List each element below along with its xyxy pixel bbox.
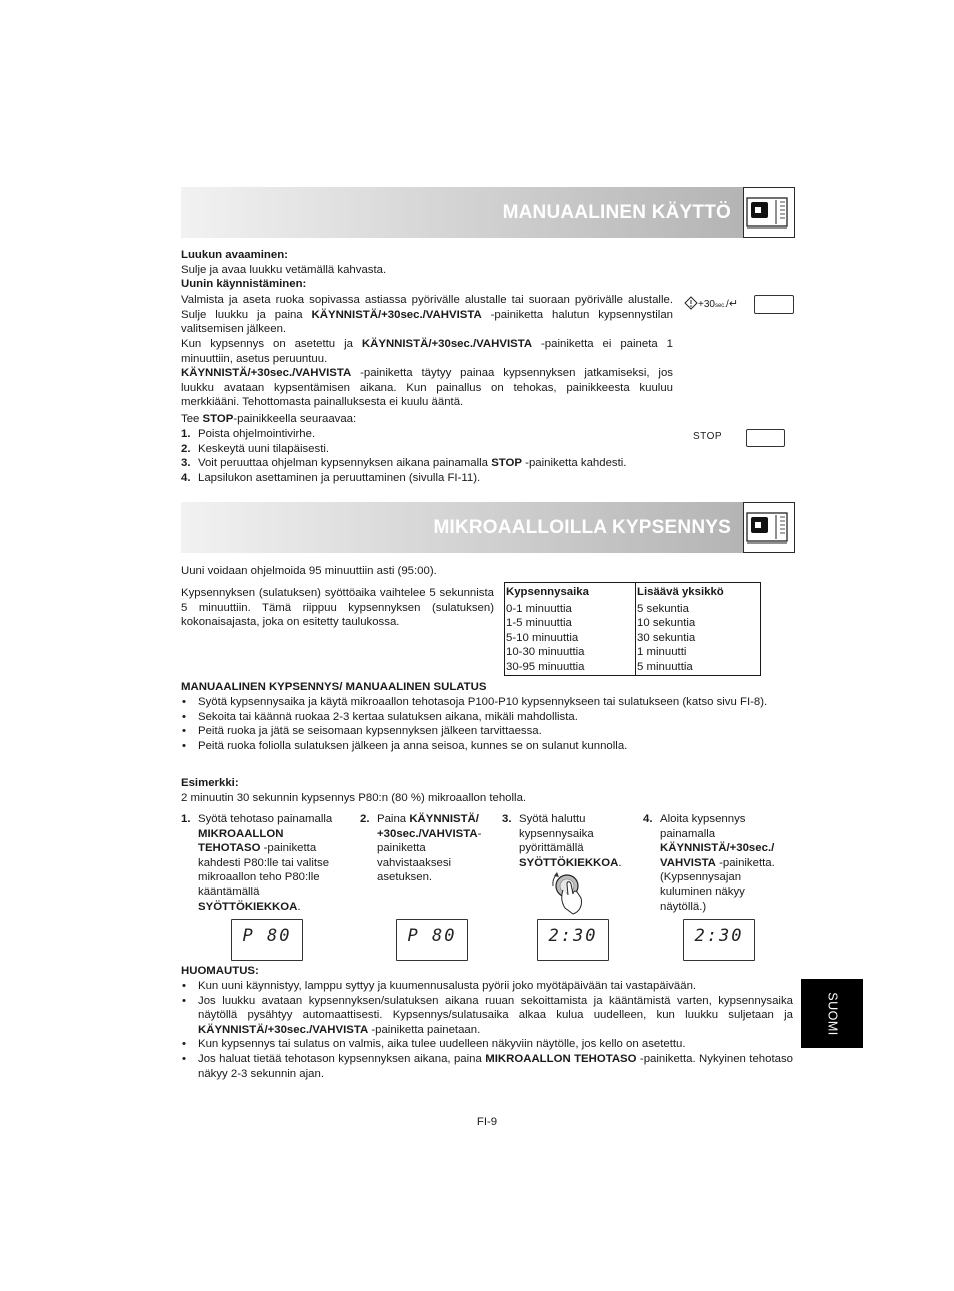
table-cell	[636, 602, 761, 675]
start-button-ref: KÄYNNISTÄ/+30sec./VAHVISTA	[311, 308, 482, 321]
cancel-text: Kun kypsennys on asetettu ja	[181, 338, 362, 350]
microwave-icon	[743, 502, 795, 553]
cell-text: 10 sekuntia	[637, 617, 696, 630]
max-time-text: Uuni voidaan ohjelmoida 95 minuuttiin asti (95:00).	[181, 565, 437, 577]
stop-intro	[181, 412, 673, 427]
example-text: 2 minuutin 30 sekunnin kypsennys P80:n (80 %) mikroaallon teholla.	[181, 792, 527, 804]
step-text-part: Aloita kypsennys painamalla	[660, 813, 746, 840]
list-item: • Peitä ruoka foliolla sulatuksen jälkeen ja anna seisoa, kunnes se on sulanut kunnolla.	[181, 739, 793, 754]
cell-text: 0-1 minuuttia	[506, 602, 572, 615]
step-bold: KÄYNNISTÄ/ +30sec./VAHVISTA	[377, 813, 479, 840]
start-text: Valmista ja aseta ruoka sopivassa astiassa pyörivälle alustalle tai suoraan pyörivälle alustalle. Sulje luukku ja paina	[181, 294, 673, 321]
start-oven-heading: Uunin käynnistäminen:	[181, 278, 307, 291]
step-text-part: Paina	[377, 813, 410, 825]
step-number: 4.	[643, 813, 653, 825]
step-bold: SYÖTTÖKIEKKOA	[519, 856, 619, 869]
language-label: SUOMI	[825, 991, 840, 1036]
display-readout: P 80	[242, 926, 292, 946]
display-step-2	[396, 919, 468, 961]
list-item	[181, 427, 701, 442]
display-step-3	[537, 919, 609, 961]
section-title: MANUAALINEN KÄYTTÖ	[502, 202, 731, 223]
section-banner-manual-use	[181, 187, 743, 238]
note-text: Kun kypsennys tai sulatus on valmis, aika tulee uudelleen näkyviin näytölle, jos kello on asetettu.	[198, 1038, 686, 1051]
door-opening-text: Sulje ja avaa luukku vetämällä kahvasta.	[181, 263, 387, 276]
door-opening-heading: Luukun avaaminen:	[181, 249, 288, 261]
stop-intro-text: Tee	[181, 413, 203, 425]
time-increment-table	[504, 582, 761, 676]
enter-arrow-icon: ↵	[728, 298, 738, 310]
item-number: 2.	[181, 442, 191, 455]
step-text-part: Syötä tehotaso painamalla	[198, 813, 333, 825]
step-text	[377, 812, 489, 885]
example-heading: Esimerkki:	[181, 777, 239, 789]
table-header-cell	[505, 583, 636, 602]
press-text: -painiketta täytyy painaa kypsennyksen jatkamiseksi, jos luukku avataan kypsentämisen aikana. Kun painallus on tehokas, painikkeesta kuuluu merkkiääni. Tehottomasta painalluksesta ei kuulu ääntä.	[181, 367, 673, 409]
note-text-end: -painiketta painetaan.	[368, 1023, 481, 1036]
list-item	[181, 442, 701, 457]
page-number: FI-9	[476, 1116, 498, 1128]
item-text: Voit peruuttaa ohjelman kypsennyksen aikana painamalla	[198, 457, 492, 470]
note-text-end: -painiketta. Nykyinen tehotaso näkyy 2-3 sekunnin ajan.	[198, 1052, 793, 1080]
door-opening-block	[181, 248, 673, 292]
table-header-cell	[636, 583, 761, 602]
display-readout: 2:30	[694, 926, 744, 946]
list-item: • Syötä kypsennysaika ja käytä mikroaallon tehotasoja P100-P10 kypsennykseen tai sulatukseen (katso sivu FI-8).	[181, 695, 793, 710]
start-button-legend: +30sec./↵	[684, 296, 738, 313]
start-button-sub: sec.	[714, 303, 726, 309]
display-readout: 2:30	[548, 926, 598, 946]
start-text-end: -painiketta halutun kypsennystilan valitsemisen jälkeen.	[181, 308, 673, 336]
cancel-button-ref: KÄYNNISTÄ/+30sec./VAHVISTA	[361, 338, 533, 350]
note-heading: HUOMAUTUS:	[181, 965, 259, 977]
stop-button-legend: STOP	[693, 431, 723, 442]
list-item	[181, 1052, 793, 1081]
display-step-4	[683, 919, 755, 961]
note-text: Jos haluat tietää tehotason kypsennyksen aikana, paina	[198, 1052, 486, 1065]
note-bold: KÄYNNISTÄ/+30sec./VAHVISTA	[198, 1023, 369, 1036]
manual-cooking-list	[181, 695, 793, 753]
stop-button-ref: STOP	[202, 413, 234, 425]
note-text: Kun uuni käynnistyy, lamppu syttyy ja kuumennusalusta pyörii joko myötäpäivään tai vastapäivään.	[198, 980, 697, 992]
cell-text: 5-10 minuuttia	[506, 631, 579, 644]
header-text: Kypsennysaika	[506, 586, 589, 598]
press-button-ref: KÄYNNISTÄ/+30sec./VAHVISTA	[181, 367, 352, 379]
list-item	[181, 471, 701, 486]
press-paragraph	[181, 366, 673, 410]
list-item: • Sekoita tai käännä ruokaa 2-3 kertaa sulatuksen aikana, mikäli mahdollista.	[181, 710, 793, 725]
cancel-paragraph	[181, 337, 673, 366]
list-item	[181, 456, 701, 471]
list-item	[181, 1037, 793, 1052]
item-number: 4.	[181, 471, 191, 484]
item-text: Poista ohjelmointivirhe.	[198, 428, 316, 440]
language-side-tab	[801, 979, 863, 1048]
cell-text: 5 minuuttia	[637, 660, 693, 673]
step-number: 3.	[502, 813, 512, 825]
step-text-part: .	[297, 900, 301, 913]
item-text: Lapsilukon asettaminen ja peruuttaminen (sivulla FI-11).	[198, 471, 481, 484]
table-header-row	[505, 583, 761, 602]
cancel-text-end: -painiketta ei paineta 1 minuuttiin, asetus peruuntuu.	[181, 338, 673, 365]
item-number: 1.	[181, 428, 191, 440]
table-row	[505, 602, 761, 675]
manual-cooking-heading: MANUAALINEN KYPSENNYS/ MANUAALINEN SULATUS	[181, 681, 487, 693]
input-steps-text: Kypsennyksen (sulatuksen) syöttöaika vaihtelee 5 sekunnista 5 minuuttiin. Tämä riippuu kypsennyksen (sulatuksen) kokonaisajasta, joka on esitetty taulukossa.	[181, 587, 494, 629]
item-number: 3.	[181, 457, 191, 470]
note-bold: MIKROAALLON TEHOTASO	[485, 1052, 637, 1065]
step-bold: SYÖTTÖKIEKKOA	[198, 900, 298, 913]
section-title: MIKROAALLOILLA KYPSENNYS	[433, 517, 731, 538]
cell-text: 1 minuutti	[637, 646, 687, 659]
stop-button-graphic	[746, 429, 785, 447]
step-text	[660, 812, 792, 914]
item-text-end: -painiketta kahdesti.	[522, 457, 627, 470]
item-bold: STOP	[491, 457, 522, 470]
stop-functions-list	[181, 427, 701, 485]
step-number: 1.	[181, 813, 191, 825]
start-button-graphic	[754, 295, 794, 314]
item-text: Keskeytä uuni tilapäisesti.	[198, 442, 330, 455]
step-text-part: -painiketta vahvistaaksesi asetuksen.	[377, 827, 482, 884]
list-item	[181, 994, 793, 1038]
note-text: Jos luukku avataan kypsennyksen/sulatuksen aikana ruuan sekoittamista ja kääntämistä varten, kypsennysaika näytöllä pysähtyy automaattisesti. Kypsennys/sulatusaika alkaa kulua uudelleen, kun luukku suljetaan ja	[198, 994, 793, 1022]
step-bold: MIKROAALLON TEHOTASO	[198, 827, 284, 855]
step-text-part: -painiketta kahdesti P80:lle tai valitse mikroaallon teho P80:lle kääntämällä	[198, 842, 330, 898]
display-step-1	[231, 919, 303, 961]
cell-text: 1-5 minuuttia	[506, 617, 572, 630]
step-bold: KÄYNNISTÄ/+30sec./ VAHVISTA	[660, 842, 775, 869]
stop-intro-end: -painikkeella seuraavaa:	[233, 413, 357, 425]
step-text-part: Syötä haluttu kypsennysaika pyörittämällä	[519, 813, 594, 855]
step-number: 2.	[360, 813, 370, 825]
cell-text: 5 sekuntia	[637, 602, 689, 615]
microwave-icon	[743, 187, 795, 238]
table-cell	[505, 602, 636, 675]
start-diamond-icon	[684, 296, 698, 310]
start-oven-paragraph	[181, 293, 673, 337]
step-text-part: -painiketta. (Kypsennysajan kuluminen näkyy näytöllä.)	[660, 856, 775, 913]
step-text	[519, 812, 629, 870]
cell-text: 30-95 minuuttia	[506, 660, 585, 673]
cell-text: 30 sekuntia	[637, 631, 696, 644]
dial-knob-hand-icon	[547, 868, 587, 916]
note-list	[181, 979, 793, 1081]
step-text	[198, 812, 348, 914]
display-readout: P 80	[407, 926, 457, 946]
list-item: • Peitä ruoka ja jätä se seisomaan kypsennyksen jälkeen tarvittaessa.	[181, 724, 793, 739]
cell-text: 10-30 minuuttia	[506, 646, 585, 659]
header-text: Lisäävä yksikkö	[637, 586, 724, 598]
list-item	[181, 979, 793, 994]
section-banner-microwave-cooking	[181, 502, 743, 553]
step-text-part: .	[618, 856, 622, 869]
start-button-label: +30	[698, 299, 715, 310]
